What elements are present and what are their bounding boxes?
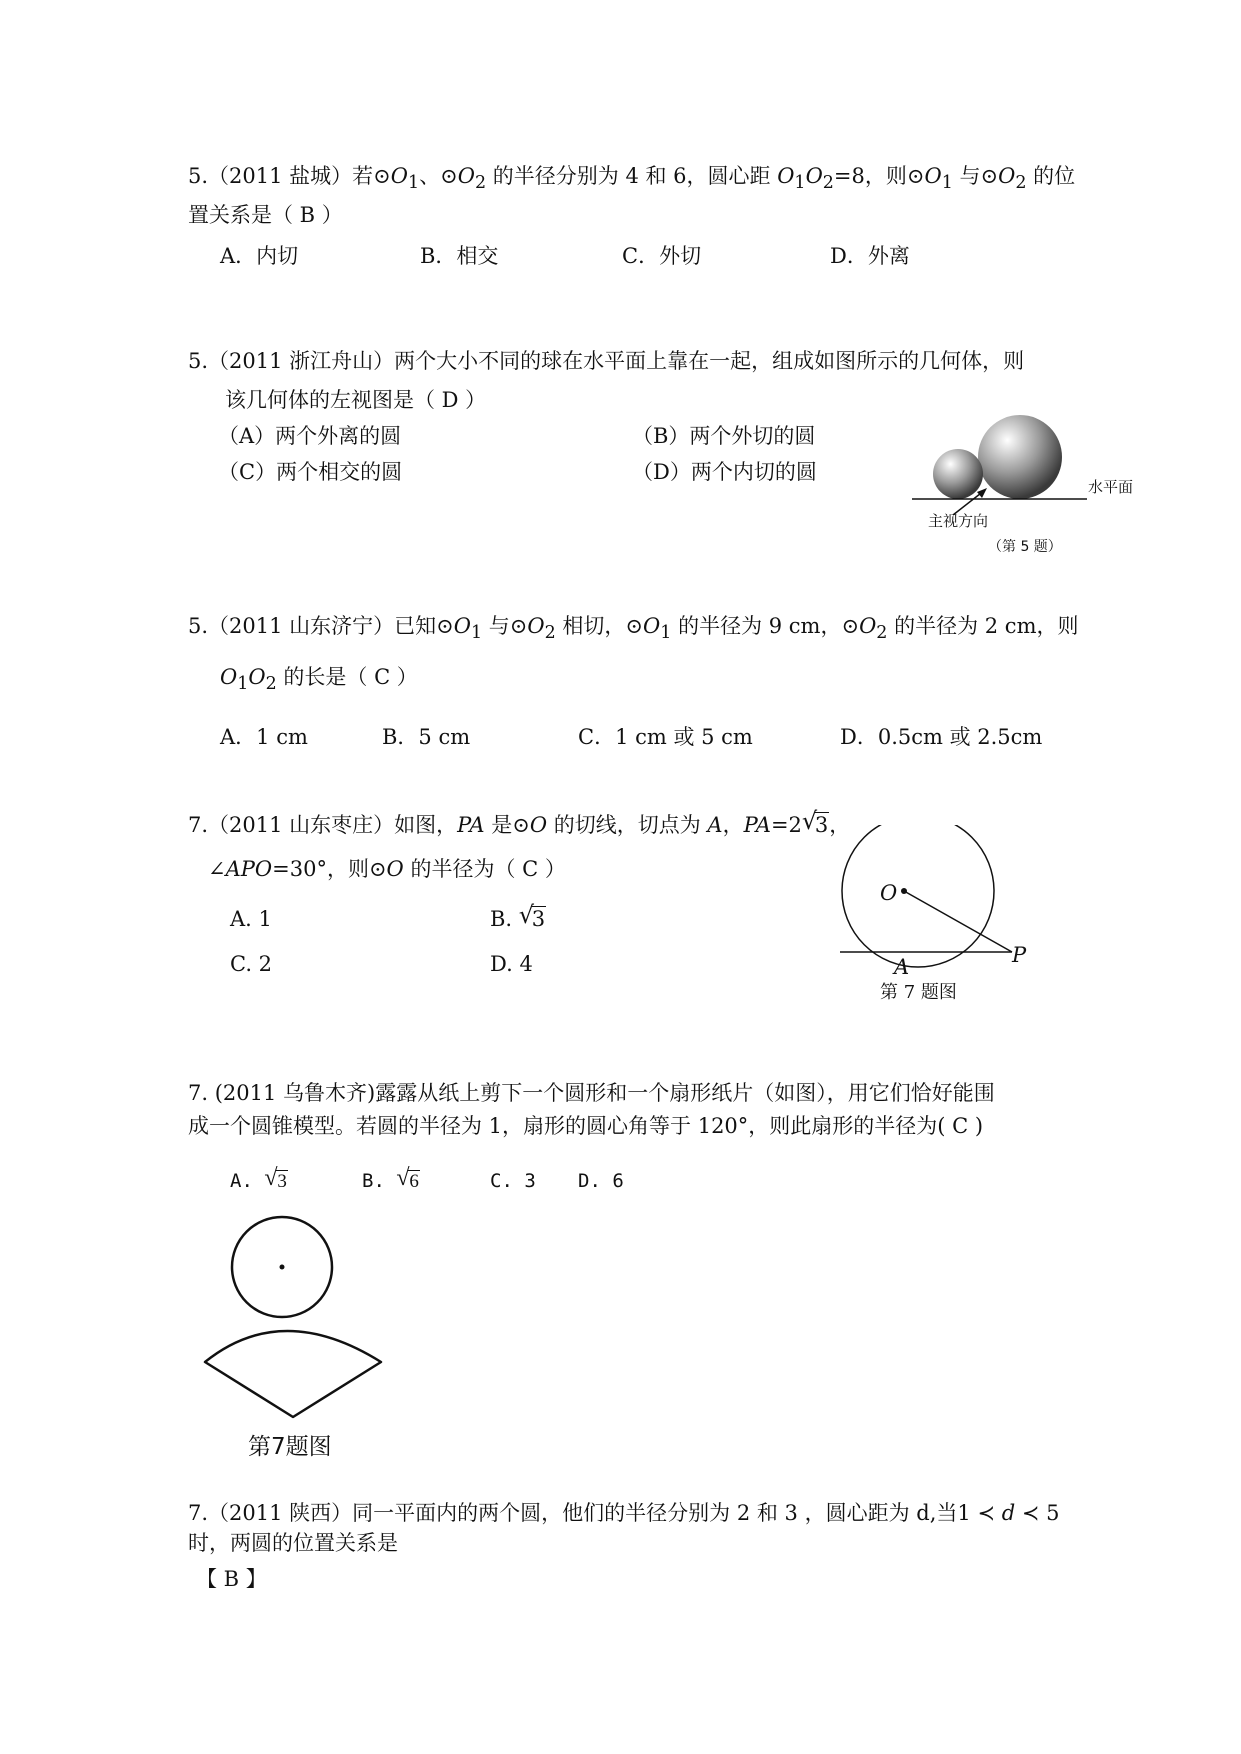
q1-choice-d: D．外离 xyxy=(830,244,910,268)
q4-figure-caption: 第 7 题图 xyxy=(880,982,957,1003)
q2-figure-caption: （第 5 题） xyxy=(988,539,1062,555)
point-p-label: P xyxy=(1012,943,1027,967)
q3-choice-a: A．1 cm xyxy=(220,725,308,749)
q2-line2: 该几何体的左视图是（ D ） xyxy=(225,388,487,412)
point-a-label: A xyxy=(894,955,910,979)
center-point xyxy=(901,888,907,894)
q6-line1: 7.（2011 陕西）同一平面内的两个圆，他们的半径分别为 2 和 3 ，圆心距为 d,当1 ≺ d ≺ 5 xyxy=(188,1501,1060,1525)
q1-choice-a: A．内切 xyxy=(220,244,299,268)
q1-line2: 置关系是（ B ） xyxy=(188,203,343,227)
q5-line2: 成一个圆锥模型。若圆的半径为 1，扇形的圆心角等于 120°，则此扇形的半径为( C ) xyxy=(188,1114,984,1138)
q1-line1: 5.（2011 盐城）若$⊙O_1$、$⊙O_2$ 的半径分别为 4 和 6，圆心距 $O_1O_2=8$，则$⊙O_1$ 与$⊙O_2$ 的位 xyxy=(188,164,1076,194)
q5-choice-d: D. 6 xyxy=(578,1170,624,1192)
point-o-label: O xyxy=(880,881,898,905)
q5-line1: 7. (2011 乌鲁木齐)露露从纸上剪下一个圆形和一个扇形纸片（如图），用它们恰好能围 xyxy=(188,1081,995,1105)
q1-choice-b: B．相交 xyxy=(420,244,499,268)
q6-line2: 时，两圆的位置关系是 xyxy=(188,1531,398,1555)
plane-label: 水平面 xyxy=(1088,478,1134,496)
circle-center-dot xyxy=(280,1265,285,1270)
q4-line1: 7.（2011 山东枣庄）如图，PA 是⊙O 的切线，切点为 A，PA=2 √ 3， xyxy=(188,807,851,837)
q4-choice-d: D. 4 xyxy=(490,952,533,976)
q2-choice-b: （B）两个外切的圆 xyxy=(632,424,816,448)
q3-choice-c: C．1 cm 或 5 cm xyxy=(578,725,753,749)
cone-net-figure xyxy=(195,1210,395,1425)
q3-choice-d: D．0.5cm 或 2.5cm xyxy=(840,725,1043,749)
q3-choice-b: B．5 cm xyxy=(382,725,471,749)
q3-line1: 5.（2011 山东济宁）已知$⊙O_1$ 与$⊙O_2$ 相切，$⊙O_1$ 的半径为 9 cm，$⊙O_2$ 的半径为 2 cm，则 xyxy=(188,614,1079,644)
q2-line1: 5.（2011 浙江舟山）两个大小不同的球在水平面上靠在一起，组成如图所示的几何体，则 xyxy=(188,349,1025,373)
q4-choice-b: B. √ 3 xyxy=(490,901,546,931)
small-sphere xyxy=(933,449,983,499)
q4-choice-c: C. 2 xyxy=(230,952,273,976)
large-sphere xyxy=(978,415,1062,499)
q2-choice-c: （C）两个相交的圆 xyxy=(218,460,403,484)
q5-figure-caption: 第7题图 xyxy=(248,1434,332,1460)
q6-answer: 【 B 】 xyxy=(196,1567,267,1591)
q2-choice-a: （A）两个外离的圆 xyxy=(218,424,402,448)
q1-choice-c: C．外切 xyxy=(622,244,702,268)
q4-line2: ∠APO=30°，则⊙O 的半径为（ C ） xyxy=(208,857,566,881)
q5-choice-b: B. √ 6 xyxy=(362,1165,419,1192)
q5-choice-c: C. 3 xyxy=(490,1170,536,1192)
view-direction-label: 主视方向 xyxy=(928,512,989,530)
circle-o xyxy=(842,825,994,967)
q4-choice-a: A. 1 xyxy=(230,907,272,931)
q5-choice-a: A. √ 3 xyxy=(230,1165,287,1192)
sqrt-3: √ 3 xyxy=(801,807,829,837)
q2-choice-d: （D）两个内切的圆 xyxy=(632,460,817,484)
q3-line2: $O_1O_2$ 的长是（ C ） xyxy=(220,665,418,695)
sector-shape xyxy=(205,1331,381,1417)
segment-op xyxy=(904,891,1012,952)
arrowhead xyxy=(977,488,987,498)
